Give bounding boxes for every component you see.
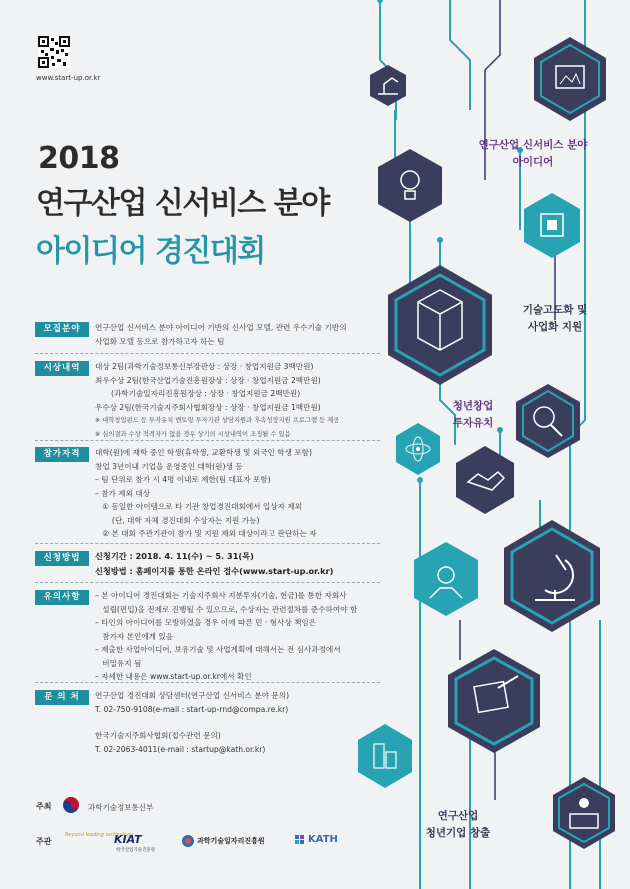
note-line: ※ 심의결과 수상 적격자가 없을 경우 상기의 시상내역이 조정될 수 있음 [95, 430, 291, 438]
hex-microscope [504, 520, 600, 632]
text-line: 비밀유지 됨 [95, 658, 142, 668]
spacer [95, 716, 289, 729]
section-body [95, 360, 339, 441]
hex-atom [396, 423, 440, 475]
section-body [95, 589, 357, 684]
text-line: – 제출한 사업아이디어, 보유기술 및 사업계획에 대해서는 전 심사과정에서 [95, 645, 341, 654]
tagline: Beyond leading technology [65, 832, 134, 838]
hex-bulb [378, 149, 442, 222]
callout-idea [458, 137, 608, 171]
apply-method[interactable]: 신청방법 : 홈페이지를 통한 온라인 접수(www.start-up.or.kr) [95, 566, 334, 576]
note-line: ※ 대학창업펀드 등 투자유치 멘토링 투자기관 상담지원과 후속성장지원 프로그램 등 제공 [95, 417, 340, 424]
callout-tech [500, 302, 610, 336]
poster-subtitle: 아이디어 경진대회 [36, 234, 265, 269]
kath-logo: KATH [308, 834, 338, 845]
callout-line: 아이디어 [512, 156, 554, 168]
text-line: ① 동일한 아이템으로 타 기관 창업경진대회에서 입상자 제외 [95, 502, 302, 511]
site-url[interactable]: www.start-up.or.kr [36, 74, 101, 82]
section-body [95, 446, 317, 541]
section-label: 시상내역 [35, 361, 89, 376]
callout-youth [408, 808, 508, 842]
text-line: 사업화 모델 등으로 참가하고자 하는 팀 [95, 336, 225, 346]
callout-line: 연구산업 신서비스 분야 [478, 139, 588, 151]
text-line: (과학기술일자리진흥원장상 : 상장 · 창업지원금 2백만원) [111, 389, 301, 398]
divider [35, 353, 380, 354]
hex-graduate [553, 777, 615, 849]
text-line: 우수상 2팀(한국기술지주회사협회장상 : 상장 · 창업지원금 1백만원) [95, 402, 321, 412]
text-line: ② 본 대회 주관기관이 참가 및 지원 제외 대상이라고 판단하는 자 [95, 529, 317, 538]
callout-invest [438, 398, 508, 432]
text-line: – 팀 단위로 참가 시 4명 이내로 제한(팀 대표자 포함) [95, 475, 271, 484]
section-body [95, 321, 347, 348]
text-line: 창업 3년이내 기업을 운영중인 대학(원)생 등 [95, 461, 243, 471]
kath-logo-icon [294, 834, 308, 848]
text-line: 연구산업 신서비스 분야 아이디어 기반의 신사업 모델, 관련 우수기술 기반의 [95, 323, 347, 332]
text-line: 최우수상 2팀(한국산업기술진흥원장상 : 상장 · 창업지원금 2백만원) [95, 375, 321, 385]
hex-handshake [456, 446, 514, 514]
callout-line: 청년기업 창출 [425, 827, 491, 839]
section-body [95, 549, 333, 579]
callout-line: 청년창업 [452, 400, 494, 412]
hex-book [534, 37, 606, 121]
text-line: 한국기술지주회사협회(접수관련 문의) [95, 731, 221, 740]
divider [35, 682, 380, 683]
contact-phone[interactable]: T. 02-2063-4011(e-mail : startup@kath.or.kr) [95, 744, 266, 754]
divider [35, 582, 380, 583]
callout-line: 사업화 지원 [527, 321, 583, 333]
hex-robot-arm [370, 65, 406, 106]
compa-logo: 과학기술일자리진흥원 [197, 837, 265, 845]
text-line: – 타인의 아이디어를 모방하였을 경우 이에 따른 민 · 형사상 책임은 [95, 618, 317, 627]
host-name: 과학기술정보통신부 [88, 803, 154, 812]
text-line: – 자세한 내용은 www.start-up.or.kr에서 확인 [95, 672, 252, 681]
text-line: (단, 대학 자체 경진대회 수상자는 지원 가능) [95, 515, 260, 525]
divider [35, 543, 380, 544]
hex-3d-printer [388, 265, 492, 385]
hex-money [414, 542, 478, 616]
qr-code[interactable] [38, 36, 70, 68]
callout-line: 투자유치 [452, 417, 494, 429]
host-label: 주최 [36, 802, 52, 811]
text-line: – 본 아이디어 경진대회는 기술지주회사 지분투자(기술, 현금)를 통한 자회사 [95, 591, 347, 600]
hex-chip [524, 193, 580, 258]
hex-blueprint [448, 649, 540, 753]
section-label: 참가자격 [35, 447, 89, 462]
hex-building [358, 724, 412, 788]
government-logo-icon [60, 796, 82, 814]
poster-year: 2018 [38, 141, 120, 176]
text-line: 참가자 본인에게 있음 [95, 631, 174, 641]
text-line: 설립(편입)을 전제로 진행될 수 있으므로, 수상자는 관련절차를 준수하여야 함 [95, 604, 358, 614]
callout-line: 연구산업 [437, 810, 479, 822]
compa-logo-icon [181, 834, 195, 848]
callout-line: 기술고도화 및 [522, 304, 588, 316]
section-body [95, 689, 289, 756]
apply-period: 신청기간 : 2018. 4. 11(수) ~ 5. 31(목) [95, 551, 254, 561]
kiat-subtext: 한국산업기술진흥원 [116, 848, 156, 853]
organizer-label: 주관 [36, 837, 52, 846]
contact-phone[interactable]: T. 02-750-9108(e-mail : start-up-rnd@compa.re.kr) [95, 704, 289, 714]
text-line: 대학(원)에 재학 중인 학생(휴학생, 교환학생 및 외국인 학생 포함) [95, 448, 312, 457]
section-label: 문 의 처 [35, 690, 89, 705]
section-label: 신청방법 [35, 551, 89, 566]
section-label: 모집분야 [35, 322, 89, 337]
divider [35, 440, 380, 441]
kiat-logo: KIAT [114, 833, 142, 846]
text-line: – 참가 제외 대상 [95, 488, 151, 498]
section-label: 유의사항 [35, 590, 89, 605]
text-line: 연구산업 경진대회 상담센터(연구산업 신서비스 분야 문의) [95, 691, 290, 700]
text-line: 대상 2팀(과학기술정보통신부장관상 : 상장 · 창업지원금 3백만원) [95, 362, 314, 371]
poster-title: 연구산업 신서비스 분야 [36, 186, 329, 221]
